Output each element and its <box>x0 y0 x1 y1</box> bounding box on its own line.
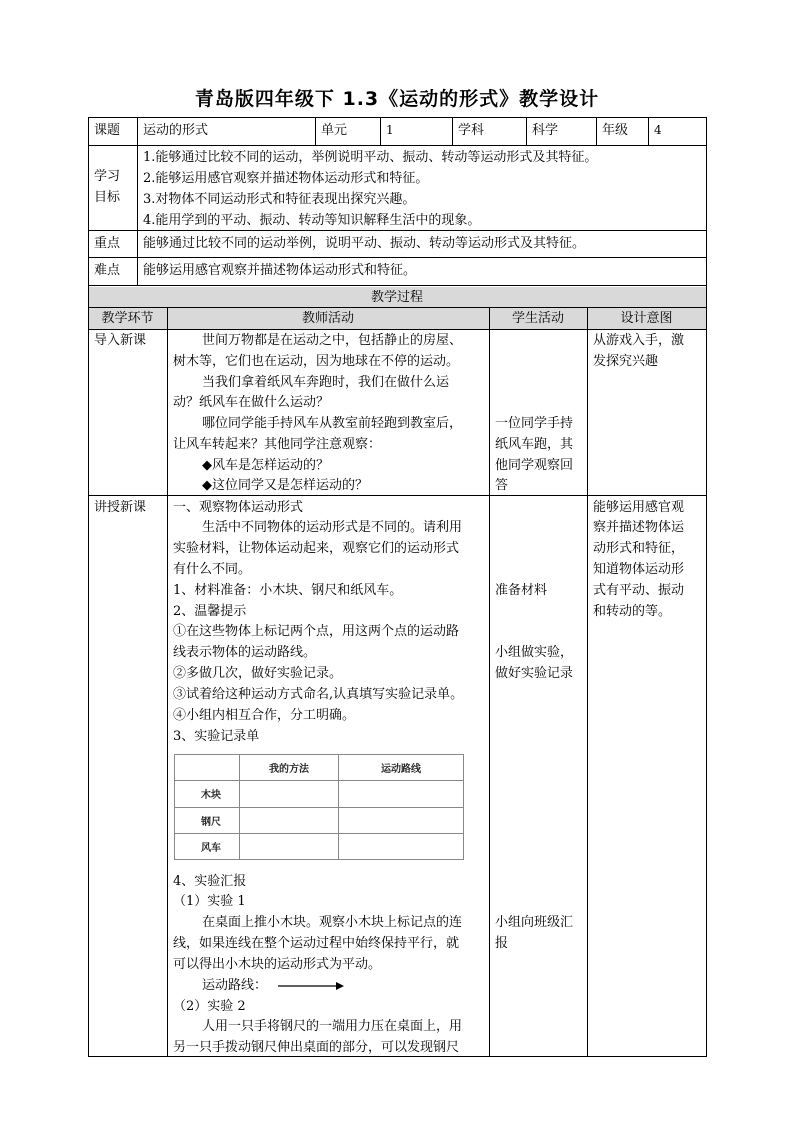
teacher-line: 在桌面上推小木块。观察小木块上标记点的连 <box>202 915 463 930</box>
translation-arrow-icon <box>278 980 344 992</box>
table-border <box>167 307 168 1057</box>
teacher-line: 世间万物都是在运动之中，包括静止的房屋、 <box>202 333 463 348</box>
table-border <box>88 495 707 496</box>
experiment-record-table <box>174 754 464 860</box>
student-line: 小组做实验， <box>495 645 574 660</box>
difficulty-label: 难点 <box>94 263 121 278</box>
column-header: 教师活动 <box>301 311 354 326</box>
student-line: 报 <box>495 936 509 951</box>
stage-intro: 导入新课 <box>94 333 147 348</box>
column-header: 学生活动 <box>511 311 564 326</box>
table-border <box>596 117 597 145</box>
table-border <box>88 145 707 146</box>
teacher-line: 线表示物体的运动路线。 <box>173 645 317 660</box>
table-border <box>88 257 707 258</box>
table-border <box>452 117 453 145</box>
table-border <box>137 117 138 285</box>
teacher-line: 动？纸风车在做什么运动？ <box>173 395 330 410</box>
intent-line: 发探究兴趣 <box>593 354 659 369</box>
table-border <box>88 285 707 286</box>
record-header-method: 我的方法 <box>240 755 339 781</box>
table-border <box>489 307 490 1057</box>
teacher-line: ④小组内相互合作，分工明确。 <box>173 708 356 723</box>
goal-item: 3.对物体不同运动形式和特征表现出探究兴趣。 <box>143 192 416 207</box>
table-border <box>380 117 381 145</box>
intent-line: 从游戏入手，激 <box>593 333 685 348</box>
intent-line: 和转动的等。 <box>593 604 672 619</box>
goal-item: 1.能够通过比较不同的运动，举例说明平动、振动、转动等运动形式及其特征。 <box>143 150 598 165</box>
goal-item: 4.能用学到的平动、振动、转动等知识解释生活中的现象。 <box>143 213 481 228</box>
unit-value: 1 <box>386 123 394 137</box>
column-header: 教学环节 <box>101 311 154 326</box>
teacher-line: 树木等，它们也在运动，因为地球在不停的运动。 <box>173 354 460 369</box>
record-header-path: 运动路线 <box>339 755 464 781</box>
student-line: 纸风车跑，其 <box>495 437 574 452</box>
record-cell <box>240 807 339 833</box>
teacher-line: 实验材料，让物体运动起来，观察它们的运动形式 <box>173 541 460 556</box>
record-row-label: 木块 <box>175 781 240 807</box>
teacher-line: 让风车转起来？其他同学注意观察： <box>173 437 382 452</box>
subject-value: 科学 <box>532 123 559 138</box>
goal-item: 2.能够运用感官观察并描述物体运动形式和特征。 <box>143 171 429 186</box>
student-line: 他同学观察回 <box>495 458 574 473</box>
teacher-line: 线，如果连线在整个运动过程中始终保持平行，就 <box>173 936 460 951</box>
teacher-line: 运动路线： <box>202 978 268 993</box>
record-cell <box>240 781 339 807</box>
teacher-line: 2、温馨提示 <box>173 604 247 619</box>
record-cell <box>240 833 339 859</box>
intent-line: 能够运用感官观 <box>593 500 685 515</box>
table-border <box>587 307 588 1057</box>
goals-label: 目标 <box>94 190 121 205</box>
grade-value: 4 <box>654 123 662 137</box>
teacher-line: 有什么不同。 <box>173 562 252 577</box>
record-row-label: 钢尺 <box>175 807 240 833</box>
column-header: 设计意图 <box>620 311 673 326</box>
difficulty-text: 能够运用感官观察并描述物体运动形式和特征。 <box>143 263 417 278</box>
record-cell <box>339 833 464 859</box>
stage-lecture: 讲授新课 <box>94 500 147 515</box>
student-line: 准备材料 <box>495 583 548 598</box>
teacher-line: 一、观察物体运动形式 <box>173 500 304 515</box>
table-border <box>88 117 89 1057</box>
teacher-line: 3、实验记录单 <box>173 729 260 744</box>
topic-value: 运动的形式 <box>143 123 209 138</box>
intent-line: 式有平动、振动 <box>593 583 685 598</box>
student-line: 答 <box>495 478 509 493</box>
record-cell <box>339 781 464 807</box>
key-point-label: 重点 <box>94 236 121 251</box>
table-border <box>315 117 316 145</box>
table-border <box>526 117 527 145</box>
intent-line: 动形式和特征， <box>593 541 685 556</box>
table-border <box>88 117 707 118</box>
teacher-line: （1）实验 1 <box>173 894 246 909</box>
teacher-line: 可以得出小木块的运动形式为平动。 <box>173 957 382 972</box>
table-border <box>706 117 707 1057</box>
intent-line: 察并描述物体运 <box>593 520 685 535</box>
grade-label: 年级 <box>602 123 629 138</box>
record-cell <box>339 807 464 833</box>
teacher-line: 生活中不同物体的运动形式是不同的。请利用 <box>202 520 463 535</box>
teacher-line: ◆风车是怎样运动的？ <box>202 458 329 473</box>
teacher-line: 1、材料准备：小木块、钢尺和纸风车。 <box>173 583 403 598</box>
teacher-line: 人用一只手将钢尺的一端用力压在桌面上，用 <box>202 1019 463 1034</box>
teacher-line: ◆这位同学又是怎样运动的？ <box>202 478 368 493</box>
subject-label: 学科 <box>458 123 485 138</box>
teacher-line: ①在这些物体上标记两个点，用这两个点的运动路 <box>173 624 460 639</box>
teacher-line: 哪位同学能手持风车从教室前轻跑到教室后， <box>202 416 463 431</box>
intent-line: 知道物体运动形 <box>593 562 685 577</box>
table-border <box>648 117 649 145</box>
record-header-blank <box>175 755 240 781</box>
unit-label: 单元 <box>321 123 348 138</box>
teacher-line: ②多做几次，做好实验记录。 <box>173 666 343 681</box>
record-row-label: 风车 <box>175 833 240 859</box>
topic-label: 课题 <box>94 123 121 138</box>
teacher-line: 另一只手拨动钢尺伸出桌面的部分，可以发现钢尺 <box>173 1040 460 1055</box>
teacher-line: （2）实验 2 <box>173 999 246 1014</box>
key-point-text: 能够通过比较不同的运动举例，说明平动、振动、转动等运动形式及其特征。 <box>143 236 586 251</box>
process-heading: 教学过程 <box>370 290 423 305</box>
student-line: 一位同学手持 <box>495 416 574 431</box>
student-line: 小组向班级汇 <box>495 915 574 930</box>
goals-label: 学习 <box>94 169 121 184</box>
student-line: 做好实验记录 <box>495 666 574 681</box>
page-title: 青岛版四年级下 1.3《运动的形式》教学设计 <box>194 88 600 110</box>
teacher-line: ③试着给这种运动方式命名,认真填写实验记录单。 <box>173 687 464 702</box>
teacher-line: 4、实验汇报 <box>173 874 247 889</box>
teacher-line: 当我们拿着纸风车奔跑时，我们在做什么运 <box>202 375 450 390</box>
